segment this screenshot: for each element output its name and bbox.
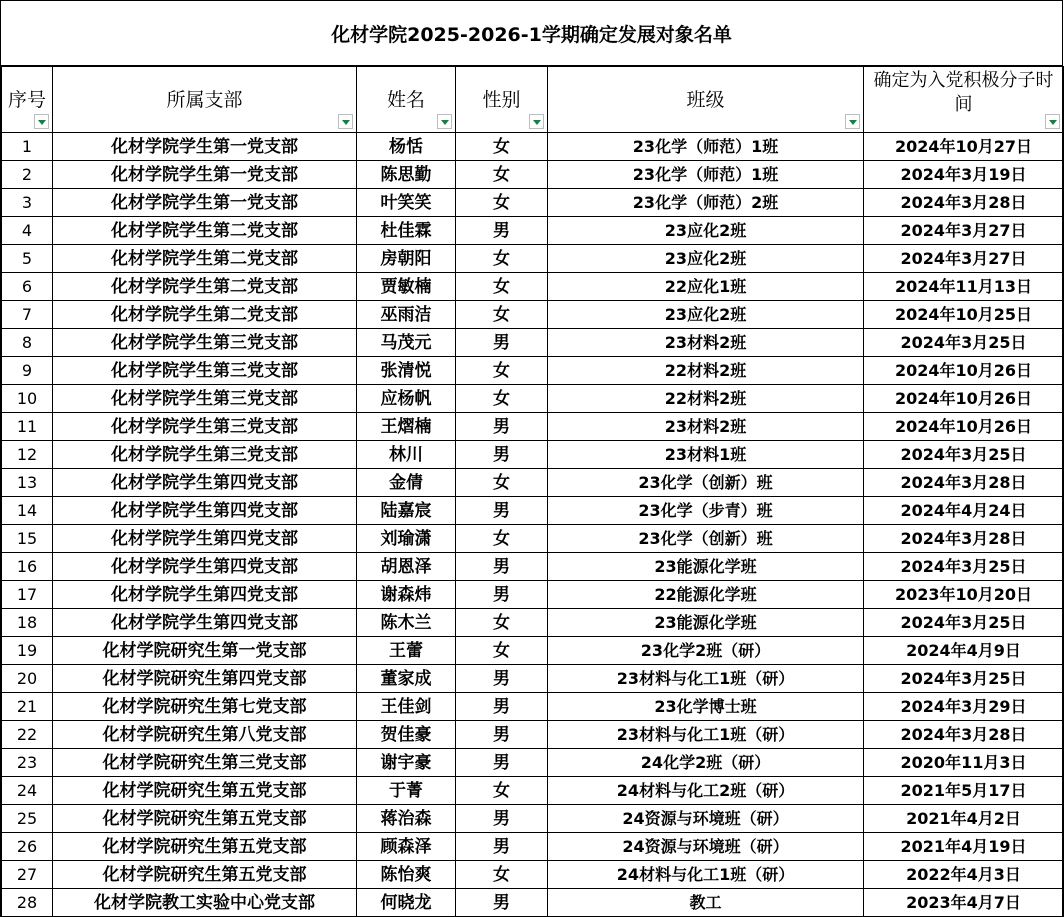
cell-branch[interactable]: 化材学院研究生第五党支部 xyxy=(53,833,357,861)
cell-name[interactable]: 蒋治森 xyxy=(357,805,456,833)
cell-gender[interactable]: 男 xyxy=(456,749,548,777)
filter-dropdown-icon[interactable] xyxy=(529,114,544,129)
cell-name[interactable]: 谢宇豪 xyxy=(357,749,456,777)
header-branch xyxy=(53,67,357,133)
sheet-title: 化材学院2025-2026-1学期确定发展对象名单 xyxy=(1,0,1062,66)
cell-gender[interactable]: 女 xyxy=(456,525,548,553)
cell-class[interactable]: 23应化2班 xyxy=(548,245,864,273)
cell-gender[interactable]: 男 xyxy=(456,413,548,441)
table-row xyxy=(2,889,1064,917)
cell-date[interactable]: 2024年3月28日 xyxy=(864,189,1064,217)
cell-branch[interactable]: 化材学院教工实验中心党支部 xyxy=(53,889,357,917)
cell-date[interactable]: 2023年10月20日 xyxy=(864,581,1064,609)
cell-gender[interactable]: 女 xyxy=(456,609,548,637)
cell-gender[interactable]: 男 xyxy=(456,497,548,525)
cell-seq[interactable]: 8 xyxy=(2,329,53,357)
cell-class[interactable]: 23材料2班 xyxy=(548,329,864,357)
table-row xyxy=(2,777,1064,805)
header-row xyxy=(2,67,1064,133)
cell-gender[interactable]: 男 xyxy=(456,805,548,833)
cell-seq[interactable]: 26 xyxy=(2,833,53,861)
cell-name[interactable]: 董家成 xyxy=(357,665,456,693)
header-gender-label: 性别 xyxy=(482,88,521,111)
cell-name[interactable]: 陆嘉宸 xyxy=(357,497,456,525)
header-date-label: 确定为入党积极分子时间 xyxy=(873,69,1054,115)
cell-name[interactable]: 陈怡爽 xyxy=(357,861,456,889)
cell-name[interactable]: 杨恬 xyxy=(357,133,456,161)
table-row xyxy=(2,609,1064,637)
cell-branch[interactable]: 化材学院学生第四党支部 xyxy=(53,553,357,581)
cell-seq[interactable]: 23 xyxy=(2,749,53,777)
cell-date[interactable]: 2024年3月29日 xyxy=(864,693,1064,721)
cell-date[interactable]: 2023年4月7日 xyxy=(864,889,1064,917)
cell-class[interactable]: 23材料与化工1班（研） xyxy=(548,665,864,693)
cell-gender[interactable]: 女 xyxy=(456,273,548,301)
cell-class[interactable]: 24材料与化工1班（研） xyxy=(548,861,864,889)
cell-name[interactable]: 应杨帆 xyxy=(357,385,456,413)
cell-branch[interactable]: 化材学院学生第三党支部 xyxy=(53,329,357,357)
cell-branch[interactable]: 化材学院学生第二党支部 xyxy=(53,217,357,245)
cell-branch[interactable]: 化材学院学生第三党支部 xyxy=(53,385,357,413)
table-row xyxy=(2,805,1064,833)
table-row xyxy=(2,525,1064,553)
cell-seq[interactable]: 15 xyxy=(2,525,53,553)
cell-seq[interactable]: 22 xyxy=(2,721,53,749)
cell-gender[interactable]: 女 xyxy=(456,189,548,217)
cell-class[interactable]: 22材料2班 xyxy=(548,385,864,413)
table-row xyxy=(2,357,1064,385)
cell-seq[interactable]: 10 xyxy=(2,385,53,413)
cell-gender[interactable]: 女 xyxy=(456,777,548,805)
cell-date[interactable]: 2024年3月28日 xyxy=(864,525,1064,553)
table-row xyxy=(2,413,1064,441)
cell-date[interactable]: 2024年10月25日 xyxy=(864,301,1064,329)
cell-class[interactable]: 23能源化学班 xyxy=(548,609,864,637)
table-row xyxy=(2,441,1064,469)
cell-name[interactable]: 巫雨洁 xyxy=(357,301,456,329)
filter-dropdown-icon[interactable] xyxy=(845,114,860,129)
cell-gender[interactable]: 女 xyxy=(456,245,548,273)
cell-date[interactable]: 2024年10月26日 xyxy=(864,385,1064,413)
cell-date[interactable]: 2024年3月27日 xyxy=(864,217,1064,245)
cell-date[interactable]: 2024年4月9日 xyxy=(864,637,1064,665)
table-row xyxy=(2,273,1064,301)
cell-gender[interactable]: 男 xyxy=(456,721,548,749)
cell-class[interactable]: 23化学（创新）班 xyxy=(548,525,864,553)
table-row xyxy=(2,161,1064,189)
cell-seq[interactable]: 25 xyxy=(2,805,53,833)
cell-gender[interactable]: 男 xyxy=(456,441,548,469)
cell-branch[interactable]: 化材学院学生第二党支部 xyxy=(53,245,357,273)
table-row xyxy=(2,385,1064,413)
cell-class[interactable]: 22能源化学班 xyxy=(548,581,864,609)
cell-seq[interactable]: 20 xyxy=(2,665,53,693)
cell-name[interactable]: 马茂元 xyxy=(357,329,456,357)
data-table xyxy=(1,66,1064,917)
cell-class[interactable]: 24材料与化工2班（研） xyxy=(548,777,864,805)
cell-seq[interactable]: 3 xyxy=(2,189,53,217)
cell-gender[interactable]: 女 xyxy=(456,469,548,497)
cell-name[interactable]: 房朝阳 xyxy=(357,245,456,273)
cell-gender[interactable]: 女 xyxy=(456,861,548,889)
cell-date[interactable]: 2024年3月28日 xyxy=(864,721,1064,749)
cell-branch[interactable]: 化材学院学生第一党支部 xyxy=(53,189,357,217)
table-row xyxy=(2,189,1064,217)
cell-date[interactable]: 2022年4月3日 xyxy=(864,861,1064,889)
header-name-label: 姓名 xyxy=(386,88,425,111)
header-name xyxy=(357,67,456,133)
cell-seq[interactable]: 27 xyxy=(2,861,53,889)
cell-seq[interactable]: 7 xyxy=(2,301,53,329)
table-row xyxy=(2,861,1064,889)
header-branch-label: 所属支部 xyxy=(166,88,243,111)
cell-class[interactable]: 23化学（师范）2班 xyxy=(548,189,864,217)
cell-branch[interactable]: 化材学院学生第二党支部 xyxy=(53,301,357,329)
cell-seq[interactable]: 17 xyxy=(2,581,53,609)
cell-class[interactable]: 23应化2班 xyxy=(548,301,864,329)
cell-branch[interactable]: 化材学院学生第三党支部 xyxy=(53,441,357,469)
cell-name[interactable]: 刘瑜潇 xyxy=(357,525,456,553)
filter-dropdown-icon[interactable] xyxy=(34,114,49,129)
cell-date[interactable]: 2024年4月24日 xyxy=(864,497,1064,525)
cell-name[interactable]: 王蕾 xyxy=(357,637,456,665)
cell-gender[interactable]: 女 xyxy=(456,385,548,413)
cell-date[interactable]: 2024年3月25日 xyxy=(864,609,1064,637)
cell-gender[interactable]: 女 xyxy=(456,133,548,161)
cell-branch[interactable]: 化材学院学生第二党支部 xyxy=(53,273,357,301)
header-class xyxy=(548,67,864,133)
cell-class[interactable]: 23化学（步青）班 xyxy=(548,497,864,525)
cell-name[interactable]: 谢森炜 xyxy=(357,581,456,609)
table-row xyxy=(2,665,1064,693)
header-date xyxy=(864,67,1064,133)
cell-name[interactable]: 杜佳霖 xyxy=(357,217,456,245)
cell-gender[interactable]: 男 xyxy=(456,553,548,581)
cell-date[interactable]: 2024年3月19日 xyxy=(864,161,1064,189)
cell-seq[interactable]: 2 xyxy=(2,161,53,189)
cell-branch[interactable]: 化材学院学生第四党支部 xyxy=(53,469,357,497)
table-row xyxy=(2,637,1064,665)
cell-seq[interactable]: 1 xyxy=(2,133,53,161)
cell-branch[interactable]: 化材学院研究生第七党支部 xyxy=(53,693,357,721)
cell-seq[interactable]: 6 xyxy=(2,273,53,301)
cell-class[interactable]: 23应化2班 xyxy=(548,217,864,245)
cell-class[interactable]: 24资源与环境班（研） xyxy=(548,833,864,861)
cell-gender[interactable]: 女 xyxy=(456,637,548,665)
table-row xyxy=(2,833,1064,861)
header-class-label: 班级 xyxy=(686,88,725,111)
cell-class[interactable]: 23化学博士班 xyxy=(548,693,864,721)
cell-seq[interactable]: 12 xyxy=(2,441,53,469)
cell-branch[interactable]: 化材学院研究生第一党支部 xyxy=(53,637,357,665)
cell-name[interactable]: 叶笑笑 xyxy=(357,189,456,217)
cell-date[interactable]: 2024年3月27日 xyxy=(864,245,1064,273)
cell-class[interactable]: 23化学（师范）1班 xyxy=(548,133,864,161)
cell-name[interactable]: 陈思勤 xyxy=(357,161,456,189)
cell-gender[interactable]: 男 xyxy=(456,217,548,245)
cell-name[interactable]: 胡恩泽 xyxy=(357,553,456,581)
header-gender xyxy=(456,67,548,133)
cell-seq[interactable]: 18 xyxy=(2,609,53,637)
cell-seq[interactable]: 5 xyxy=(2,245,53,273)
table-row xyxy=(2,721,1064,749)
cell-branch[interactable]: 化材学院研究生第五党支部 xyxy=(53,777,357,805)
cell-class[interactable]: 23化学2班（研） xyxy=(548,637,864,665)
cell-date[interactable]: 2020年11月3日 xyxy=(864,749,1064,777)
filter-dropdown-icon[interactable] xyxy=(1045,114,1060,129)
cell-branch[interactable]: 化材学院研究生第八党支部 xyxy=(53,721,357,749)
cell-seq[interactable]: 16 xyxy=(2,553,53,581)
table-row xyxy=(2,497,1064,525)
cell-class[interactable]: 23化学（创新）班 xyxy=(548,469,864,497)
cell-class[interactable]: 22材料2班 xyxy=(548,357,864,385)
cell-name[interactable]: 贾敏楠 xyxy=(357,273,456,301)
cell-class[interactable]: 教工 xyxy=(548,889,864,917)
table-row xyxy=(2,693,1064,721)
cell-date[interactable]: 2021年5月17日 xyxy=(864,777,1064,805)
cell-branch[interactable]: 化材学院研究生第五党支部 xyxy=(53,805,357,833)
cell-date[interactable]: 2024年3月25日 xyxy=(864,665,1064,693)
cell-name[interactable]: 林川 xyxy=(357,441,456,469)
cell-gender[interactable]: 男 xyxy=(456,329,548,357)
cell-date[interactable]: 2024年10月26日 xyxy=(864,413,1064,441)
cell-name[interactable]: 陈木兰 xyxy=(357,609,456,637)
cell-class[interactable]: 22应化1班 xyxy=(548,273,864,301)
cell-date[interactable]: 2021年4月19日 xyxy=(864,833,1064,861)
cell-name[interactable]: 王熠楠 xyxy=(357,413,456,441)
cell-seq[interactable]: 19 xyxy=(2,637,53,665)
cell-branch[interactable]: 化材学院学生第三党支部 xyxy=(53,357,357,385)
cell-name[interactable]: 张清悦 xyxy=(357,357,456,385)
cell-seq[interactable]: 13 xyxy=(2,469,53,497)
cell-branch[interactable]: 化材学院学生第四党支部 xyxy=(53,525,357,553)
table-row xyxy=(2,469,1064,497)
table-row xyxy=(2,217,1064,245)
table-row xyxy=(2,553,1064,581)
cell-gender[interactable]: 女 xyxy=(456,357,548,385)
cell-date[interactable]: 2024年3月28日 xyxy=(864,469,1064,497)
cell-date[interactable]: 2021年4月2日 xyxy=(864,805,1064,833)
table-row xyxy=(2,329,1064,357)
cell-gender[interactable]: 女 xyxy=(456,301,548,329)
filter-dropdown-icon[interactable] xyxy=(338,114,353,129)
cell-name[interactable]: 王佳剑 xyxy=(357,693,456,721)
cell-seq[interactable]: 11 xyxy=(2,413,53,441)
table-row xyxy=(2,301,1064,329)
table-row xyxy=(2,581,1064,609)
cell-seq[interactable]: 21 xyxy=(2,693,53,721)
cell-date[interactable]: 2024年10月27日 xyxy=(864,133,1064,161)
cell-branch[interactable]: 化材学院学生第一党支部 xyxy=(53,161,357,189)
cell-gender[interactable]: 女 xyxy=(456,161,548,189)
cell-class[interactable]: 24化学2班（研） xyxy=(548,749,864,777)
cell-branch[interactable]: 化材学院学生第三党支部 xyxy=(53,413,357,441)
cell-name[interactable]: 何晓龙 xyxy=(357,889,456,917)
cell-branch[interactable]: 化材学院学生第四党支部 xyxy=(53,497,357,525)
cell-class[interactable]: 23材料1班 xyxy=(548,441,864,469)
cell-class[interactable]: 23材料2班 xyxy=(548,413,864,441)
table-row xyxy=(2,133,1064,161)
cell-gender[interactable]: 男 xyxy=(456,665,548,693)
cell-branch[interactable]: 化材学院研究生第四党支部 xyxy=(53,665,357,693)
cell-seq[interactable]: 4 xyxy=(2,217,53,245)
filter-dropdown-icon[interactable] xyxy=(437,114,452,129)
cell-name[interactable]: 贺佳豪 xyxy=(357,721,456,749)
cell-branch[interactable]: 化材学院学生第四党支部 xyxy=(53,609,357,637)
cell-branch[interactable]: 化材学院研究生第五党支部 xyxy=(53,861,357,889)
cell-branch[interactable]: 化材学院研究生第三党支部 xyxy=(53,749,357,777)
cell-gender[interactable]: 男 xyxy=(456,581,548,609)
cell-seq[interactable]: 9 xyxy=(2,357,53,385)
cell-class[interactable]: 24资源与环境班（研） xyxy=(548,805,864,833)
cell-seq[interactable]: 28 xyxy=(2,889,53,917)
cell-gender[interactable]: 男 xyxy=(456,889,548,917)
cell-seq[interactable]: 14 xyxy=(2,497,53,525)
header-seq xyxy=(2,67,53,133)
cell-date[interactable]: 2024年3月25日 xyxy=(864,441,1064,469)
cell-name[interactable]: 金倩 xyxy=(357,469,456,497)
cell-date[interactable]: 2024年10月26日 xyxy=(864,357,1064,385)
cell-name[interactable]: 顾森泽 xyxy=(357,833,456,861)
table-row xyxy=(2,749,1064,777)
cell-date[interactable]: 2024年11月13日 xyxy=(864,273,1064,301)
table-row xyxy=(2,245,1064,273)
cell-branch[interactable]: 化材学院学生第一党支部 xyxy=(53,133,357,161)
cell-seq[interactable]: 24 xyxy=(2,777,53,805)
cell-class[interactable]: 23材料与化工1班（研） xyxy=(548,721,864,749)
cell-name[interactable]: 于菁 xyxy=(357,777,456,805)
cell-class[interactable]: 23化学（师范）1班 xyxy=(548,161,864,189)
cell-gender[interactable]: 男 xyxy=(456,693,548,721)
cell-class[interactable]: 23能源化学班 xyxy=(548,553,864,581)
cell-date[interactable]: 2024年3月25日 xyxy=(864,553,1064,581)
cell-date[interactable]: 2024年3月25日 xyxy=(864,329,1064,357)
header-seq-label: 序号 xyxy=(7,88,46,111)
cell-gender[interactable]: 男 xyxy=(456,833,548,861)
cell-branch[interactable]: 化材学院学生第四党支部 xyxy=(53,581,357,609)
